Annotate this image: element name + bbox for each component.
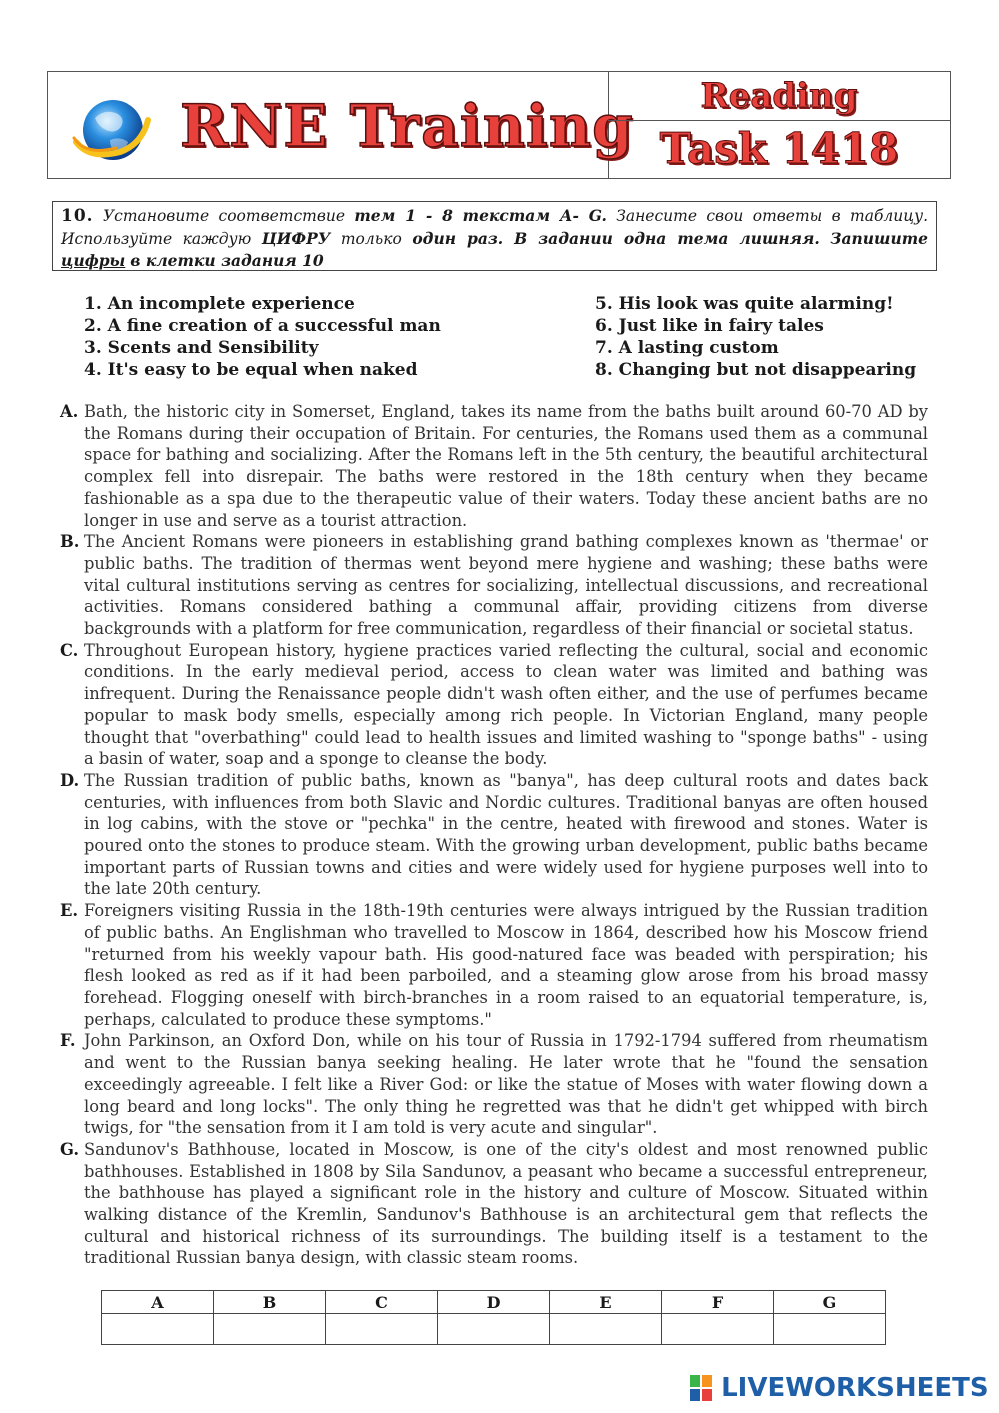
section-cell: [608, 72, 950, 121]
topic-item: 8. Changing but not disappearing: [595, 360, 917, 380]
answer-input-c[interactable]: [326, 1314, 438, 1345]
header: [47, 71, 951, 179]
instr-part3: Занесите свои ответы в таблицу. Используйте каждую: [61, 207, 928, 248]
topics-column-left: [84, 293, 441, 381]
text-body: John Parkinson, an Oxford Don, while on his tour of Russia in 1792-1794 suffered from rheumatism and went to the Russian banya seeking healing. He later wrote that he "found the sensation exceedingly agreeable. I felt like a River God: or like the statue of Moses with water flowing down a long beard and long locks". The only thing he regretted was that he didn't get whipped with birch twigs, for "the sensation from it I am told is very acute and singular".: [84, 1031, 928, 1138]
text-letter: A.: [60, 402, 79, 421]
task-number: 10.: [61, 206, 94, 226]
text-body: Foreigners visiting Russia in the 18th-19th centuries were always intrigued by the Russian tradition of public baths. An Englishman who travelled to Moscow in 1864, described how his Moscow friend "returned from his weekly vapour bath. His good-natured face was beaded with perspiration; his flesh looked as red as if it had been parboiled, and a steaming glow arose from his broad massy forehead. Flogging oneself with birch-branches in a room raised to an equatorial temperature, is, perhaps, calculated to produce these symptoms.": [84, 901, 928, 1029]
text-letter: E.: [60, 901, 79, 921]
reading-texts: [60, 401, 928, 1269]
instr-part9: в клетки задания 10: [130, 251, 324, 270]
topic-item: 7. A lasting custom: [595, 338, 779, 358]
topic-item: 5. His look was quite alarming!: [595, 294, 894, 314]
topic-item: 4. It's easy to be equal when naked: [84, 360, 418, 380]
instruction-box: [52, 201, 937, 271]
instr-part6: один раз. В задании одна тема лишняя.: [412, 228, 820, 248]
topic-item: 6. Just like in fairy tales: [595, 316, 824, 336]
answer-header-cell: E: [550, 1291, 662, 1314]
answer-header-cell: F: [662, 1291, 774, 1314]
text-paragraph: [60, 900, 928, 1030]
answer-header-cell: B: [214, 1291, 326, 1314]
text-letter: B.: [60, 532, 80, 552]
text-letter: C.: [60, 640, 79, 660]
answer-header-cell: G: [774, 1291, 886, 1314]
answer-header-cell: D: [438, 1291, 550, 1314]
text-letter: D.: [60, 770, 80, 790]
answer-input-g[interactable]: [774, 1314, 886, 1345]
text-body: The Russian tradition of public baths, known as "banya", has deep cultural roots and dates back centuries, with influences from both Slavic and Nordic cultures. Traditional banyas are often housed in log cabins, with the stove or "pechka" in the centre, heated with firewood and stones. Water is poured onto the stones to produce steam. With the growing urban development, public baths became important parts of Russian towns and cities and were widely used for hygiene purposes well into to the late 20th century.: [84, 770, 928, 899]
answer-header-cell: C: [326, 1291, 438, 1314]
section-title: Reading: [700, 76, 858, 116]
footer-logo[interactable]: [690, 1373, 989, 1405]
topic-item: 3. Scents and Sensibility: [84, 338, 319, 358]
answer-input-b[interactable]: [214, 1314, 326, 1345]
header-brand-cell: [48, 72, 634, 178]
answer-header-row: [102, 1291, 886, 1314]
text-paragraph: [60, 1139, 928, 1269]
topics-column-right: [595, 293, 916, 381]
topic-item: 2. A fine creation of a successful man: [84, 316, 441, 336]
text-body: The Ancient Romans were pioneers in establishing grand bathing complexes known as 'thermae' or public baths. The tradition of thermas went beyond mere hygiene and washing; these baths were vital cultural institutions serving as centres for socializing, intellectual discussions, and recreational activities. Romans considered bathing a communal affair, providing citizens from diverse backgrounds with a platform for free communication, regardless of their financial or societal status.: [84, 532, 928, 639]
text-paragraph: [60, 770, 928, 900]
answer-input-d[interactable]: [438, 1314, 550, 1345]
instr-part8: цифры: [61, 251, 126, 270]
text-body: Throughout European history, hygiene practices varied reflecting the cultural, social and economic conditions. In the early medieval period, access to clean water was limited and bathing was infrequent. During the Renaissance people didn't wash often either, and the use of perfumes became popular to mask body smells, especially among rich people. In Victorian England, many people thought that "overbathing" could lead to health issues and limited washing to "sponge baths" - using a basin of water, soap and a sponge to cleanse the body.: [84, 640, 928, 769]
answer-input-row: [102, 1314, 886, 1345]
task-cell: [608, 120, 950, 178]
text-body: Sandunov's Bathhouse, located in Moscow, is one of the city's oldest and most renowned public bathhouses. Established in 1808 by Sila Sandunov, a peasant who became a successful entrepreneur, the bathhouse has played a significant role in the history and culture of Moscow. Situated within walking distance of the Kremlin, Sandunov's Bathhouse is an architectural gem that reflects the cultural and historical richness of its surroundings. The building itself is a testament to the traditional Russian banya design, with classic steam rooms.: [84, 1139, 928, 1268]
answer-input-a[interactable]: [102, 1314, 214, 1345]
instr-part1: Установите соответствие: [102, 207, 346, 225]
liveworksheets-logo-text: LIVEWORKSHEETS: [721, 1373, 989, 1403]
text-paragraph: [60, 401, 928, 531]
text-letter: G.: [60, 1139, 79, 1159]
instr-part2: тем 1 - 8 текстам А- G.: [354, 206, 607, 225]
text-paragraph: [60, 1030, 928, 1139]
answer-header-cell: A: [102, 1291, 214, 1314]
text-letter: F.: [60, 1031, 76, 1051]
globe-icon: [70, 90, 152, 168]
topic-item: 1. An incomplete experience: [84, 294, 355, 314]
answer-input-f[interactable]: [662, 1314, 774, 1345]
text-paragraph: [60, 640, 928, 770]
instr-part4: ЦИФРУ: [261, 228, 331, 248]
text-paragraph: [60, 531, 928, 640]
instr-part5: только: [340, 229, 402, 248]
task-title: Task 1418: [659, 124, 899, 173]
instr-part7: Запишите: [830, 228, 928, 248]
liveworksheets-logo-icon: [690, 1375, 712, 1401]
brand-title: RNE Training: [180, 92, 634, 160]
answer-table: [101, 1290, 886, 1345]
text-body: Bath, the historic city in Somerset, England, takes its name from the baths built around 60-70 AD by the Romans during their occupation of Britain. For centuries, the Romans used them as a communal space for bathing and socializing. After the Romans left in the 5th century, the beautiful architectural complex fell into disrepair. The baths were restored in the 18th century when they became fashionable as a spa due to the therapeutic value of their waters. Today these ancient baths are no longer in use and serve as a tourist attraction.: [84, 402, 928, 530]
answer-input-e[interactable]: [550, 1314, 662, 1345]
